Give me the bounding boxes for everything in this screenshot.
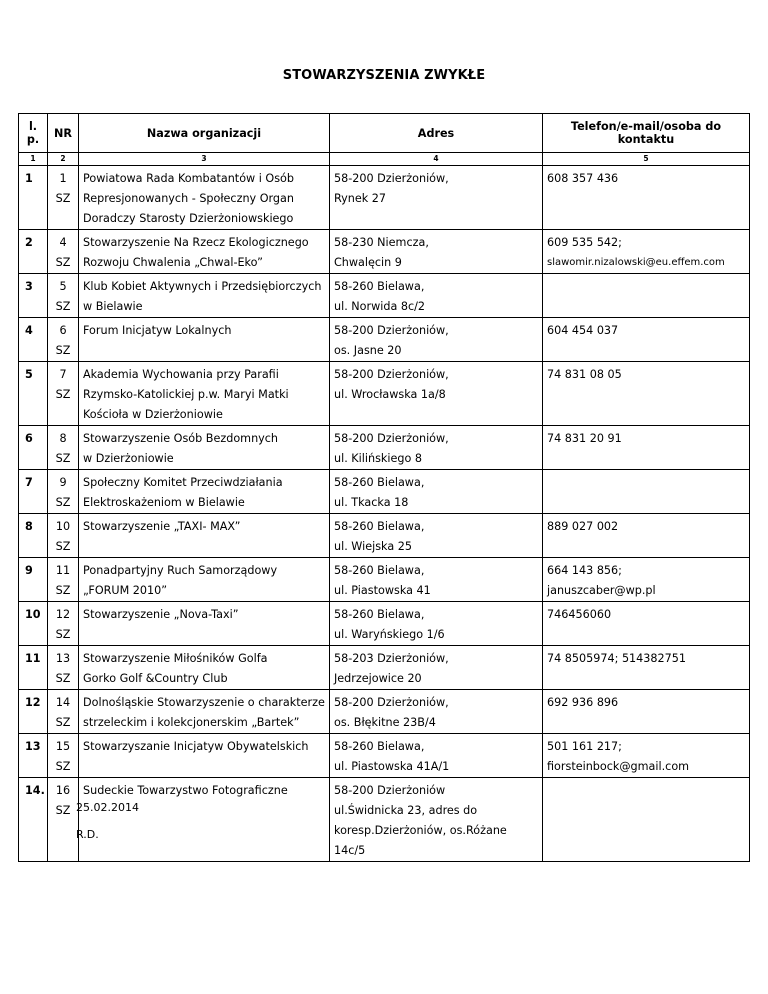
cell-contact (543, 646, 750, 690)
contact-line: 604 454 037 (547, 324, 619, 337)
row-number: 14. (25, 784, 45, 797)
column-number: 5 (543, 153, 750, 166)
cell-lp (19, 274, 48, 318)
cell-contact (543, 426, 750, 470)
address-line: 58-200 Dzierżoniów (334, 784, 446, 797)
row-number: 7 (25, 476, 33, 489)
contact-line: 501 161 217; (547, 740, 622, 753)
row-number: 3 (25, 280, 33, 293)
nr-line: 14 (55, 696, 71, 709)
header-name: Nazwa organizacji (79, 114, 330, 153)
table-row (19, 558, 750, 602)
nr-line: 11 (55, 564, 71, 577)
name-line: Kościoła w Dzierżoniowie (83, 408, 223, 421)
table-row (19, 778, 750, 862)
table-row (19, 646, 750, 690)
cell-lp (19, 514, 48, 558)
cell-address (330, 426, 543, 470)
cell-nr (48, 646, 79, 690)
cell-contact (543, 602, 750, 646)
cell-name (79, 230, 330, 274)
address-line: 58-260 Bielawa, (334, 280, 425, 293)
cell-contact (543, 318, 750, 362)
cell-nr (48, 470, 79, 514)
cell-contact (543, 514, 750, 558)
cell-contact (543, 558, 750, 602)
cell-nr (48, 734, 79, 778)
contact-line: fiorsteinbock@gmail.com (547, 760, 690, 773)
header-nr: NR (48, 114, 79, 153)
nr-line: SZ (55, 760, 71, 773)
nr-line: SZ (55, 192, 71, 205)
name-line: Stowarzyszenie Osób Bezdomnych (83, 432, 279, 445)
table-row (19, 514, 750, 558)
row-number: 5 (25, 368, 33, 381)
name-line: Stowarzyszenie „TAXI- MAX” (83, 520, 241, 533)
cell-contact (543, 690, 750, 734)
address-line: Jedrzejowice 20 (334, 672, 422, 685)
cell-address (330, 318, 543, 362)
cell-address (330, 646, 543, 690)
row-number: 9 (25, 564, 33, 577)
address-line: ul.Świdnicka 23, adres do (334, 804, 478, 817)
nr-line: SZ (55, 540, 71, 553)
name-line: w Dzierżoniowie (83, 452, 174, 465)
address-line: ul. Tkacka 18 (334, 496, 409, 509)
cell-name (79, 602, 330, 646)
cell-lp (19, 690, 48, 734)
name-line: w Bielawie (83, 300, 143, 313)
contact-line: 609 535 542; (547, 236, 622, 249)
nr-line: SZ (55, 672, 71, 685)
address-line: 58-200 Dzierżoniów, (334, 324, 449, 337)
nr-line: 10 (55, 520, 71, 533)
cell-nr (48, 274, 79, 318)
table-body (19, 166, 750, 862)
cell-lp (19, 470, 48, 514)
name-line: Gorko Golf &Country Club (83, 672, 228, 685)
nr-line: 16 (55, 784, 71, 797)
cell-nr (48, 318, 79, 362)
cell-name (79, 734, 330, 778)
row-number: 12 (25, 696, 41, 709)
cell-name (79, 558, 330, 602)
address-line: 58-200 Dzierżoniów, (334, 172, 449, 185)
column-number-row (19, 153, 750, 166)
table-row (19, 470, 750, 514)
address-line: os. Jasne 20 (334, 344, 402, 357)
address-line: Rynek 27 (334, 192, 387, 205)
nr-line: 4 (59, 236, 67, 249)
address-line: 14c/5 (334, 844, 366, 857)
contact-line: 608 357 436 (547, 172, 619, 185)
address-line: 58-230 Niemcza, (334, 236, 429, 249)
row-number: 10 (25, 608, 41, 621)
nr-line: 13 (55, 652, 71, 665)
address-line: os. Błękitne 23B/4 (334, 716, 436, 729)
cell-address (330, 558, 543, 602)
nr-line: SZ (55, 256, 71, 269)
cell-name (79, 778, 330, 862)
cell-name (79, 690, 330, 734)
cell-lp (19, 602, 48, 646)
cell-address (330, 166, 543, 230)
row-number: 1 (25, 172, 33, 185)
table-row (19, 602, 750, 646)
name-line: Stowarzyszenie Na Rzecz Ekologicznego (83, 236, 309, 249)
contact-line: 889 027 002 (547, 520, 619, 533)
organizations-table (18, 113, 750, 862)
table-row (19, 426, 750, 470)
nr-line: SZ (55, 628, 71, 641)
cell-address (330, 274, 543, 318)
address-line: 58-260 Bielawa, (334, 564, 425, 577)
name-line: Rzymsko-Katolickiej p.w. Maryi Matki (83, 388, 289, 401)
address-line: 58-200 Dzierżoniów, (334, 432, 449, 445)
nr-line: SZ (55, 388, 71, 401)
name-line: Ponadpartyjny Ruch Samorządowy (83, 564, 278, 577)
cell-nr (48, 778, 79, 862)
cell-name (79, 318, 330, 362)
address-line: 58-260 Bielawa, (334, 520, 425, 533)
cell-lp (19, 318, 48, 362)
cell-contact (543, 166, 750, 230)
name-line: „FORUM 2010” (83, 584, 168, 597)
cell-name (79, 166, 330, 230)
cell-address (330, 470, 543, 514)
nr-line: SZ (55, 300, 71, 313)
nr-line: 15 (55, 740, 71, 753)
name-line: Forum Inicjatyw Lokalnych (83, 324, 232, 337)
cell-address (330, 514, 543, 558)
cell-contact (543, 778, 750, 862)
cell-lp (19, 734, 48, 778)
cell-address (330, 690, 543, 734)
name-line: Stowarzyszenie Miłośników Golfa (83, 652, 268, 665)
name-line: Rozwoju Chwalenia „Chwal-Eko” (83, 256, 263, 269)
table-row (19, 318, 750, 362)
address-line: 58-260 Bielawa, (334, 476, 425, 489)
address-line: ul. Wiejska 25 (334, 540, 412, 553)
name-line: Społeczny Komitet Przeciwdziałania (83, 476, 283, 489)
cell-lp (19, 646, 48, 690)
cell-address (330, 230, 543, 274)
address-line: ul. Piastowska 41A/1 (334, 760, 450, 773)
cell-name (79, 426, 330, 470)
cell-contact (543, 734, 750, 778)
row-number: 8 (25, 520, 33, 533)
nr-line: 7 (59, 368, 67, 381)
row-number: 6 (25, 432, 33, 445)
name-line: Akademia Wychowania przy Parafii (83, 368, 279, 381)
name-line: Klub Kobiet Aktywnych i Przedsiębiorczych (83, 280, 322, 293)
cell-address (330, 778, 543, 862)
contact-line: 664 143 856; (547, 564, 622, 577)
cell-lp (19, 426, 48, 470)
cell-nr (48, 426, 79, 470)
address-line: Chwalęcin 9 (334, 256, 402, 269)
nr-line: 1 (59, 172, 67, 185)
cell-lp (19, 558, 48, 602)
nr-line: SZ (55, 804, 71, 817)
cell-nr (48, 690, 79, 734)
cell-name (79, 646, 330, 690)
row-number: 13 (25, 740, 41, 753)
name-line: Stowarzyszenie „Nova-Taxi” (83, 608, 239, 621)
table-row (19, 230, 750, 274)
cell-lp (19, 778, 48, 862)
address-line: 58-203 Dzierżoniów, (334, 652, 449, 665)
address-line: ul. Norwida 8c/2 (334, 300, 426, 313)
cell-nr (48, 166, 79, 230)
nr-line: 9 (59, 476, 67, 489)
cell-lp (19, 362, 48, 426)
column-number: 2 (48, 153, 79, 166)
header-address: Adres (330, 114, 543, 153)
name-line: Represjonowanych - Społeczny Organ (83, 192, 294, 205)
contact-line: 74 831 20 91 (547, 432, 622, 445)
cell-lp (19, 230, 48, 274)
address-line: ul. Wrocławska 1a/8 (334, 388, 446, 401)
name-line: Doradczy Starosty Dzierżoniowskiego (83, 212, 294, 225)
cell-address (330, 362, 543, 426)
address-line: 58-200 Dzierżoniów, (334, 368, 449, 381)
name-line: Dolnośląskie Stowarzyszenie o charakterze (83, 696, 325, 709)
row-number: 4 (25, 324, 33, 337)
name-line: Powiatowa Rada Kombatantów i Osób (83, 172, 294, 185)
nr-line: 6 (59, 324, 67, 337)
row-number: 2 (25, 236, 33, 249)
address-line: koresp.Dzierżoniów, os.Różane (334, 824, 507, 837)
cell-name (79, 470, 330, 514)
table-row (19, 166, 750, 230)
cell-contact (543, 274, 750, 318)
address-line: 58-260 Bielawa, (334, 740, 425, 753)
contact-line: 74 8505974; 514382751 (547, 652, 687, 665)
contact-line: januszcaber@wp.pl (547, 584, 656, 597)
contact-line: 746456060 (547, 608, 612, 621)
table-row (19, 690, 750, 734)
cell-nr (48, 602, 79, 646)
column-number: 3 (79, 153, 330, 166)
table-row (19, 274, 750, 318)
cell-contact (543, 230, 750, 274)
footer-initials: R.D. (76, 828, 99, 841)
name-line: Stowarzyszanie Inicjatyw Obywatelskich (83, 740, 309, 753)
footer-date: 25.02.2014 (76, 801, 139, 814)
cell-contact (543, 362, 750, 426)
nr-line: SZ (55, 452, 71, 465)
name-line: strzeleckim i kolekcjonerskim „Bartek” (83, 716, 300, 729)
cell-name (79, 362, 330, 426)
cell-nr (48, 230, 79, 274)
cell-name (79, 274, 330, 318)
document-title: STOWARZYSZENIA ZWYKŁE (282, 68, 486, 83)
cell-lp (19, 166, 48, 230)
cell-address (330, 602, 543, 646)
nr-line: SZ (55, 584, 71, 597)
address-line: 58-260 Bielawa, (334, 608, 425, 621)
contact-line: slawomir.nizalowski@eu.effem.com (547, 257, 725, 268)
cell-contact (543, 470, 750, 514)
table-row (19, 734, 750, 778)
nr-line: SZ (55, 344, 71, 357)
nr-line: 5 (59, 280, 67, 293)
address-line: ul. Waryńskiego 1/6 (334, 628, 445, 641)
header-lp: l. p. (19, 114, 48, 153)
cell-address (330, 734, 543, 778)
nr-line: 12 (55, 608, 71, 621)
cell-name (79, 514, 330, 558)
cell-nr (48, 362, 79, 426)
name-line: Sudeckie Towarzystwo Fotograficzne (83, 784, 288, 797)
row-number: 11 (25, 652, 41, 665)
nr-line: SZ (55, 716, 71, 729)
column-number: 4 (330, 153, 543, 166)
address-line: 58-200 Dzierżoniów, (334, 696, 449, 709)
nr-line: 8 (59, 432, 67, 445)
header-contact: Telefon/e-mail/osoba do kontaktu (543, 114, 750, 153)
table-row (19, 362, 750, 426)
address-line: ul. Kilińskiego 8 (334, 452, 422, 465)
contact-line: 74 831 08 05 (547, 368, 622, 381)
address-line: ul. Piastowska 41 (334, 584, 431, 597)
nr-line: SZ (55, 496, 71, 509)
name-line: Elektroskażeniom w Bielawie (83, 496, 245, 509)
column-number: 1 (19, 153, 48, 166)
table-header-row (19, 114, 750, 153)
cell-nr (48, 558, 79, 602)
contact-line: 692 936 896 (547, 696, 619, 709)
cell-nr (48, 514, 79, 558)
